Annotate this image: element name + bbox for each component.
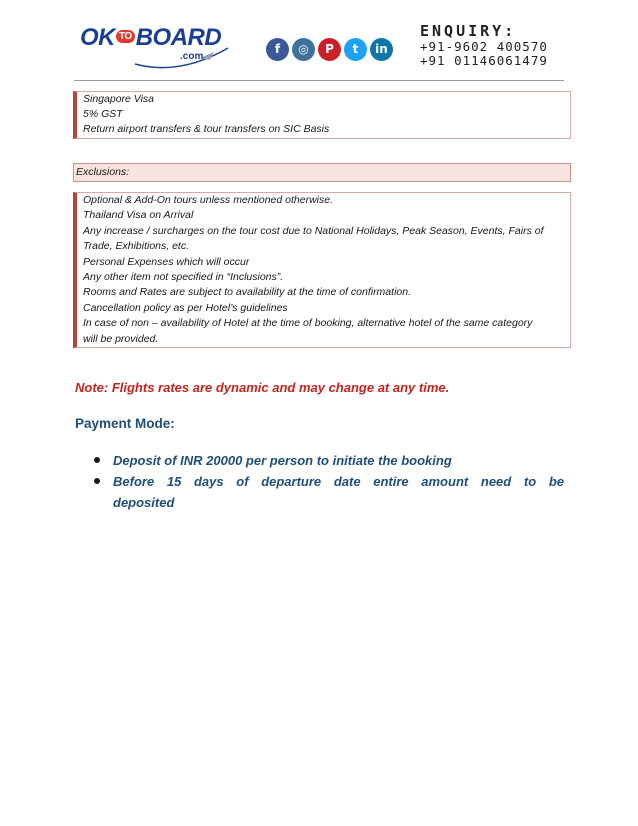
payment-item [94,471,564,513]
enquiry-block [420,22,548,68]
linkedin-icon[interactable]: in [370,38,393,61]
phone-1[interactable]: +91-9602 400570 [420,39,548,54]
bullet-icon [94,457,100,463]
payment-mode-heading: Payment Mode: [75,416,175,431]
logo-text: OK TO BOARD [80,24,222,51]
inclusion-item: Return airport transfers & tour transfers on SIC Basis [83,123,330,135]
exclusion-item: Trade, Exhibitions, etc. [83,240,190,253]
inclusion-item: 5% GST [83,108,123,120]
social-links [266,38,396,62]
flight-rates-note: Note: Flights rates are dynamic and may change at any time. [75,380,450,395]
exclusion-item: Thailand Visa on Arrival [83,209,194,222]
page-header [0,0,638,82]
brand-logo[interactable] [80,18,230,74]
logo-domain: .com [180,51,204,62]
twitter-icon[interactable]: t [344,38,367,61]
exclusions-heading-box [73,163,571,182]
exclusion-item: Any increase / surcharges on the tour cost due to National Holidays, Peak Season, Events, Fairs of [83,224,544,237]
exclusion-item: Rooms and Rates are subject to availability at the time of confirmation. [83,286,411,299]
exclusion-item: Any other item not specified in “Inclusions”. [83,271,284,284]
payment-item-text-cont: deposited [113,495,175,510]
exclusion-item: In case of non – availability of Hotel at the time of booking, alternative hotel of the same category [83,317,533,330]
payment-item [94,450,564,471]
header-divider [74,80,564,81]
inclusion-item: Singapore Visa [83,93,155,105]
facebook-icon[interactable]: f [266,38,289,61]
payment-item-text: Deposit of INR 20000 per person to initiate the booking [113,453,452,468]
exclusion-item: Optional & Add-On tours unless mentioned otherwise. [83,194,333,206]
pinterest-icon[interactable]: P [318,38,341,61]
instagram-icon[interactable]: ◎ [292,38,315,61]
phone-2[interactable]: +91 01146061479 [420,53,548,68]
exclusions-heading: Exclusions: [76,166,130,178]
payment-item-text: Before 15 days of departure date entire amount need to be [113,474,564,489]
bullet-icon [94,478,100,484]
exclusion-item: will be provided. [83,332,159,345]
inclusions-box [73,91,571,139]
exclusion-item: Cancellation policy as per Hotel’s guidelines [83,301,288,314]
payment-list [94,450,564,513]
exclusions-box [73,192,571,348]
exclusion-item: Personal Expenses which will occur [83,255,250,268]
enquiry-title: ENQUIRY: [420,22,517,40]
